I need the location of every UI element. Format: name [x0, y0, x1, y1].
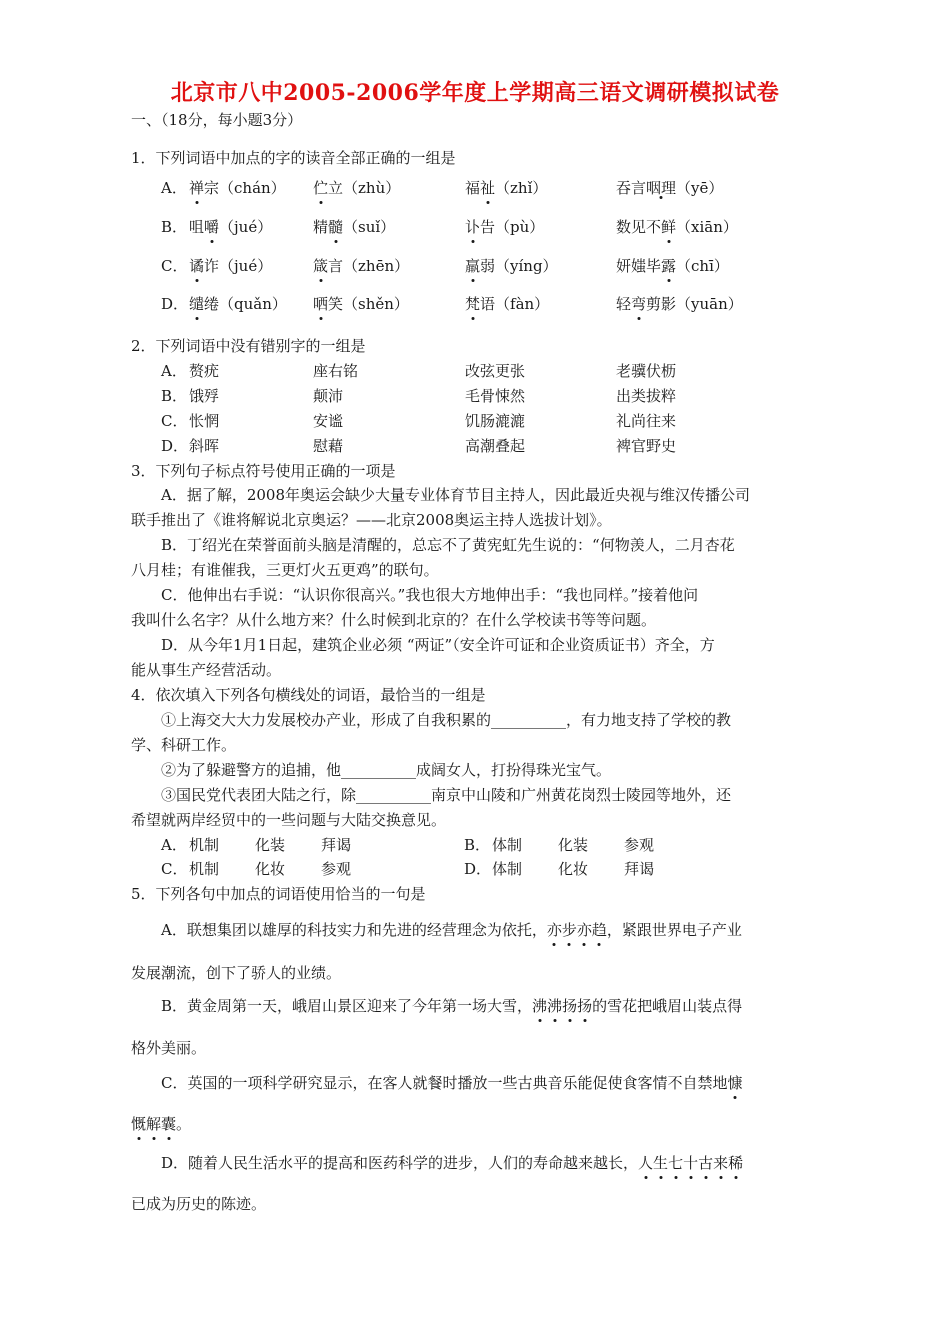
question-5-stem: 5．下列各句中加点的词语使用恰当的一句是: [131, 885, 426, 903]
pinyin-item: [189, 178, 286, 198]
question-3-line: 联手推出了《谁将解说北京奥运？——北京2008奥运主持人选拔计划》。: [131, 511, 612, 529]
section-heading: 一、（18分，每小题3分）: [131, 111, 303, 129]
option-text: ，紧跟世界电子产业: [606, 921, 742, 939]
item-text: 理（yē）: [661, 179, 724, 197]
dotted-char: 讣: [465, 218, 481, 236]
option-label: C．: [161, 257, 188, 275]
dotted-char: 稀: [728, 1154, 744, 1172]
word-item: 参观: [321, 860, 352, 878]
dotted-char: 箴: [313, 257, 329, 275]
option-label: C．: [161, 412, 188, 430]
dotted-phrase: [532, 997, 592, 1015]
word-item: 饿殍: [189, 387, 220, 405]
option-text: C．英国的一项科学研究显示，在客人就餐时播放一些古典音乐能促使食客情不自禁地: [161, 1074, 728, 1092]
dotted-char: 伫: [313, 179, 329, 197]
word-item: 化妆: [255, 860, 286, 878]
dotted-char: 古: [698, 1154, 714, 1172]
word-item: 化妆: [558, 860, 589, 878]
dotted-char: 谲: [189, 257, 205, 275]
question-3-line: A．据了解，2008年奥运会缺少大量专业体育节目主持人，因此最近央视与维汉传播公司: [161, 486, 751, 504]
item-text: 剪影（yuān）: [646, 295, 743, 313]
dotted-char: 沸: [547, 997, 563, 1015]
dotted-char: 七: [668, 1154, 684, 1172]
word-item: 机制: [189, 836, 220, 854]
option-label: C．: [161, 860, 188, 878]
dotted-char: 羸: [465, 257, 481, 275]
item-text: 语（fàn）: [480, 295, 550, 313]
word-item: 颠沛: [313, 387, 344, 405]
dotted-char: 解: [146, 1115, 162, 1133]
word-item: 毛骨悚然: [465, 387, 526, 405]
option-text: D．随着人民生活水平的提高和医药科学的进步，人们的寿命越来越长，: [161, 1154, 639, 1172]
dotted-phrase: [131, 1115, 176, 1133]
dotted-char: 弯: [631, 295, 647, 313]
dotted-char: 扬: [562, 997, 578, 1015]
word-item: 斜晖: [189, 437, 220, 455]
item-text: 咀: [189, 218, 205, 236]
dotted-char: 十: [683, 1154, 699, 1172]
option-label: A．: [161, 836, 187, 854]
word-item: 出类拔粹: [616, 387, 677, 405]
dotted-char: 囊: [161, 1115, 177, 1133]
word-item: 饥肠漉漉: [465, 412, 526, 430]
word-item: 座右铭: [313, 362, 359, 380]
item-text: （suǐ）: [343, 218, 396, 236]
word-item: 化装: [558, 836, 589, 854]
pinyin-item: [616, 217, 738, 237]
option-label: D．: [161, 295, 189, 313]
item-text: （chī）: [676, 257, 729, 275]
option-label: B．: [161, 387, 188, 405]
dotted-char: 祉: [480, 179, 496, 197]
pinyin-item: [313, 178, 400, 198]
dotted-phrase: [727, 1074, 742, 1092]
question-4-line: 学、科研工作。: [131, 736, 237, 754]
word-item: 改弦更张: [465, 362, 526, 380]
pinyin-item: [313, 217, 395, 237]
option-label: B．: [161, 218, 188, 236]
question-3-line: 能从事生产经营活动。: [131, 661, 282, 679]
word-item: 礼尚往来: [616, 412, 677, 430]
item-text: 数见不: [616, 218, 662, 236]
item-text: 言（zhēn）: [328, 257, 410, 275]
item-text: 精: [313, 218, 329, 236]
question-3-stem: 3．下列句子标点符号使用正确的一项是: [131, 462, 396, 480]
dotted-char: 亦: [576, 921, 592, 939]
question-5-option-b-cont: 格外美丽。: [131, 1039, 207, 1057]
word-item: 高潮叠起: [465, 437, 526, 455]
item-text: 弱（yíng）: [480, 257, 558, 275]
item-text: 轻: [616, 295, 632, 313]
dotted-char: 梵: [465, 295, 481, 313]
dotted-char: 人: [638, 1154, 654, 1172]
pinyin-item: [313, 294, 409, 314]
question-4-line: ③国民党代表团大陆之行，除__________南京中山陵和广州黄花岗烈士陵园等地外，还: [161, 786, 732, 804]
question-5-option-c-cont: [131, 1114, 191, 1134]
item-text: 绻（quǎn）: [204, 295, 287, 313]
dotted-phrase: [638, 1154, 743, 1172]
question-5-option-d-cont: 已成为历史的陈迹。: [131, 1195, 267, 1213]
pinyin-item: [616, 256, 729, 276]
question-3-line: 八月桂；有谁催我，三更灯火五更鸡”的联句。: [131, 561, 439, 579]
question-5-option-d: [161, 1153, 743, 1173]
word-item: 老骥伏枥: [616, 362, 677, 380]
question-5-option-b: [161, 996, 742, 1016]
word-item: 怅惘: [189, 412, 220, 430]
item-text: （jué）: [219, 218, 273, 236]
question-4-stem: 4．依次填入下列各句横线处的词语，最恰当的一组是: [131, 686, 486, 704]
dotted-char: 步: [561, 921, 577, 939]
option-text: A．联想集团以雄厚的科技实力和先进的经营理念为依托，: [161, 921, 547, 939]
item-text: （zhǐ）: [495, 179, 548, 197]
item-text: 福: [465, 179, 481, 197]
item-text: 立（zhù）: [328, 179, 401, 197]
pinyin-item: [465, 217, 544, 237]
dotted-char: 慷: [727, 1074, 743, 1092]
word-item: 拜谒: [321, 836, 352, 854]
exam-title: 北京市八中2005-2006学年度上学期高三语文调研模拟试卷: [170, 80, 780, 106]
question-3-line: 我叫什么名字？从什么地方来？什么时候到北京的？在什么学校读书等等问题。: [131, 611, 657, 629]
pinyin-item: [189, 294, 287, 314]
option-label: A．: [161, 362, 187, 380]
option-label: D．: [464, 860, 492, 878]
option-label: D．: [161, 437, 189, 455]
pinyin-item: [616, 294, 743, 314]
dotted-char: 露: [661, 257, 677, 275]
question-5-option-a-cont: 发展潮流，创下了骄人的业绩。: [131, 964, 342, 982]
question-2-stem: 2．下列词语中没有错别字的一组是: [131, 337, 366, 355]
pinyin-item: [465, 256, 558, 276]
option-text: B．黄金周第一天，峨眉山景区迎来了今年第一场大雪，: [161, 997, 533, 1015]
dotted-char: 扬: [577, 997, 593, 1015]
word-item: 参观: [624, 836, 655, 854]
pinyin-item: [465, 294, 549, 314]
dotted-char: 沸: [532, 997, 548, 1015]
dotted-char: 哂: [313, 295, 329, 313]
item-text: （xiān）: [676, 218, 738, 236]
question-5-option-a: [161, 920, 742, 940]
word-item: 机制: [189, 860, 220, 878]
dotted-char: 来: [713, 1154, 729, 1172]
pinyin-item: [189, 256, 272, 276]
dotted-char: 趋: [591, 921, 607, 939]
dotted-char: 髓: [328, 218, 344, 236]
dotted-char: 生: [653, 1154, 669, 1172]
word-item: 化装: [255, 836, 286, 854]
option-label: B．: [464, 836, 491, 854]
word-item: 拜谒: [624, 860, 655, 878]
question-3-line: B．丁绍光在荣誉面前头脑是清醒的，总忘不了黄宪虹先生说的：“何物羡人，二月杏花: [161, 536, 735, 554]
word-item: 体制: [492, 836, 523, 854]
dotted-char: 慨: [131, 1115, 147, 1133]
option-text: 的雪花把峨眉山装点得: [592, 997, 743, 1015]
dotted-char: 鲜: [661, 218, 677, 236]
question-4-line: 希望就两岸经贸中的一些问题与大陆交换意见。: [131, 811, 447, 829]
word-item: 赘疣: [189, 362, 220, 380]
dotted-char: 缱: [189, 295, 205, 313]
question-4-line: ②为了躲避警方的追捕，他__________成阔女人，打扮得珠光宝气。: [161, 761, 612, 779]
item-text: 笑（shěn）: [328, 295, 409, 313]
dotted-phrase: [547, 921, 607, 939]
item-text: 妍媸毕: [616, 257, 662, 275]
word-item: 慰藉: [313, 437, 344, 455]
option-label: A．: [161, 179, 187, 197]
question-5-option-c: [161, 1073, 743, 1093]
dotted-char: 嚼: [204, 218, 220, 236]
pinyin-item: [465, 178, 547, 198]
question-1-stem: 1．下列词语中加点的字的读音全部正确的一组是: [131, 149, 456, 167]
question-3-line: D．从今年1月1日起，建筑企业必须 “两证”（安全许可证和企业资质证书）齐全，方: [161, 636, 715, 654]
option-text: 。: [176, 1115, 192, 1133]
word-item: 体制: [492, 860, 523, 878]
item-text: 宗（chán）: [204, 179, 286, 197]
question-4-line: ①上海交大大力发展校办产业，形成了自我积累的__________，有力地支持了学校的教: [161, 711, 732, 729]
word-item: 安谧: [313, 412, 344, 430]
word-item: 裨官野史: [616, 437, 677, 455]
item-text: 告（pù）: [480, 218, 545, 236]
item-text: 吞言咽: [616, 179, 662, 197]
item-text: 诈（jué）: [204, 257, 273, 275]
pinyin-item: [616, 178, 723, 198]
question-3-line: C．他伸出右手说：“认识你很高兴。”我也很大方地伸出手：“我也同样。”接着他问: [161, 586, 699, 604]
pinyin-item: [313, 256, 409, 276]
dotted-char: 亦: [546, 921, 562, 939]
pinyin-item: [189, 217, 272, 237]
dotted-char: 禅: [189, 179, 205, 197]
